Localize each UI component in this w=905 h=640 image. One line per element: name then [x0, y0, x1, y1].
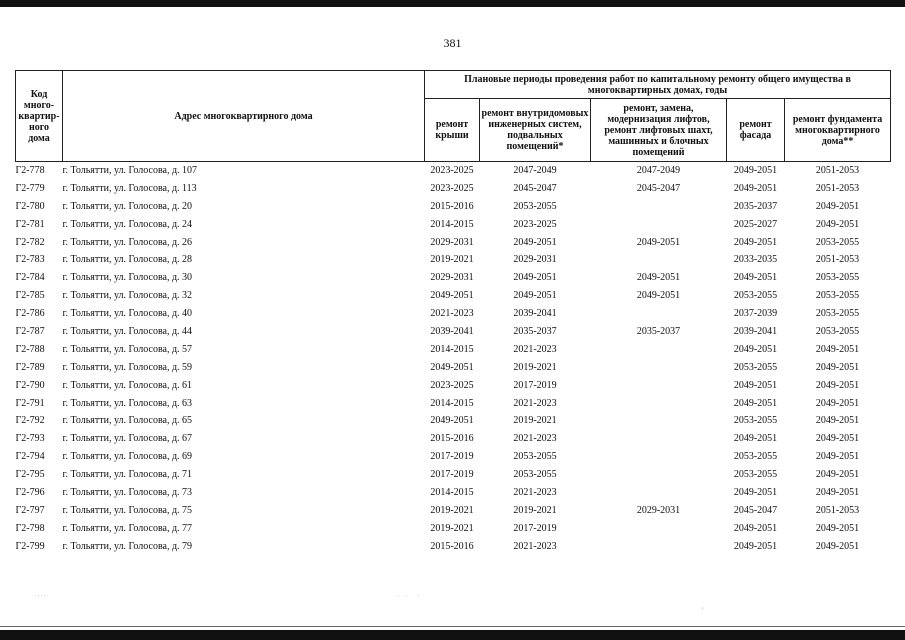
cell-elevators: 2047-2049	[636, 164, 681, 176]
cell-foundation: 2049-2051	[815, 361, 860, 373]
cell-foundation: 2051-2053	[815, 182, 860, 194]
cell-roof: 2049-2051	[430, 361, 474, 373]
cell-foundation: 2049-2051	[815, 469, 860, 481]
cell-systems: 2049-2051	[513, 290, 557, 302]
cell-systems: 2021-2023	[513, 433, 557, 445]
cell-elevators	[591, 377, 727, 395]
cell-elevators: 2049-2051	[636, 272, 681, 284]
cell-code: Г2-794	[15, 451, 45, 463]
cell-systems: 2021-2023	[513, 540, 557, 552]
cell-address: г. Тольятти, ул. Голосова, д. 24	[62, 218, 193, 230]
cell-roof: 2029-2031	[430, 236, 474, 248]
cell-code: Г2-789	[15, 361, 45, 373]
table-body	[16, 162, 891, 556]
table-row	[16, 162, 891, 180]
cell-foundation: 2049-2051	[815, 218, 860, 230]
cell-facade: 2049-2051	[733, 272, 778, 284]
cell-code: Г2-783	[15, 254, 45, 266]
cell-facade: 2049-2051	[733, 397, 778, 409]
cell-code: Г2-791	[15, 397, 45, 409]
header-address: Адрес многоквартирного дома	[63, 71, 425, 162]
cell-code: Г2-793	[15, 433, 45, 445]
cell-address: г. Тольятти, ул. Голосова, д. 59	[62, 361, 193, 373]
cell-facade: 2053-2055	[733, 451, 778, 463]
cell-roof: 2021-2023	[430, 308, 474, 320]
cell-systems: 2047-2049	[513, 164, 557, 176]
cell-address: г. Тольятти, ул. Голосова, д. 71	[62, 469, 193, 481]
cell-elevators	[591, 251, 727, 269]
cell-facade: 2045-2047	[733, 504, 778, 516]
cell-foundation: 2049-2051	[815, 486, 860, 498]
table-row	[16, 466, 891, 484]
cell-facade: 2053-2055	[733, 361, 778, 373]
cell-address: г. Тольятти, ул. Голосова, д. 40	[62, 308, 193, 320]
scan-speck: . . . .	[35, 592, 46, 598]
cell-elevators	[591, 520, 727, 538]
repair-schedule-table	[15, 70, 891, 556]
table-row	[16, 269, 891, 287]
cell-systems: 2053-2055	[513, 451, 557, 463]
table-row	[16, 323, 891, 341]
table-row	[16, 305, 891, 323]
cell-foundation: 2049-2051	[815, 433, 860, 445]
cell-facade: 2049-2051	[733, 379, 778, 391]
cell-code: Г2-799	[15, 540, 45, 552]
cell-address: г. Тольятти, ул. Голосова, д. 20	[62, 200, 193, 212]
table-row	[16, 198, 891, 216]
cell-foundation: 2049-2051	[815, 415, 860, 427]
cell-roof: 2019-2021	[430, 522, 474, 534]
cell-elevators	[591, 448, 727, 466]
cell-elevators	[591, 430, 727, 448]
table-row	[16, 359, 891, 377]
cell-foundation: 2053-2055	[815, 308, 860, 320]
cell-roof: 2017-2019	[430, 451, 474, 463]
cell-address: г. Тольятти, ул. Голосова, д. 28	[62, 254, 193, 266]
cell-systems: 2039-2041	[513, 308, 557, 320]
cell-roof: 2014-2015	[430, 218, 474, 230]
cell-systems: 2029-2031	[513, 254, 557, 266]
cell-roof: 2015-2016	[430, 540, 474, 552]
cell-systems: 2021-2023	[513, 397, 557, 409]
header-foundation: ремонт фундамента многоквартирного дома**	[785, 99, 891, 162]
cell-foundation: 2053-2055	[815, 325, 860, 337]
cell-roof: 2019-2021	[430, 504, 474, 516]
cell-code: Г2-782	[15, 236, 45, 248]
cell-foundation: 2049-2051	[815, 522, 860, 534]
cell-facade: 2049-2051	[733, 522, 778, 534]
table-row	[16, 520, 891, 538]
cell-roof: 2023-2025	[430, 164, 474, 176]
cell-address: г. Тольятти, ул. Голосова, д. 107	[62, 164, 198, 176]
cell-foundation: 2049-2051	[815, 451, 860, 463]
cell-foundation: 2049-2051	[815, 540, 860, 552]
cell-systems: 2019-2021	[513, 504, 557, 516]
cell-foundation: 2049-2051	[815, 200, 860, 212]
cell-address: г. Тольятти, ул. Голосова, д. 65	[62, 415, 193, 427]
cell-facade: 2037-2039	[733, 308, 778, 320]
cell-address: г. Тольятти, ул. Голосова, д. 61	[62, 379, 193, 391]
cell-systems: 2049-2051	[513, 236, 557, 248]
header-code: Код много-квартир-ного дома	[16, 71, 63, 162]
header-roof: ремонт крыши	[425, 99, 480, 162]
cell-code: Г2-780	[15, 200, 45, 212]
scan-top-border	[0, 0, 905, 7]
scan-speck: . . .	[398, 592, 419, 598]
table-row	[16, 484, 891, 502]
cell-code: Г2-796	[15, 486, 45, 498]
cell-elevators	[591, 484, 727, 502]
table-row	[16, 538, 891, 556]
cell-roof: 2039-2041	[430, 325, 474, 337]
cell-address: г. Тольятти, ул. Голосова, д. 63	[62, 397, 193, 409]
cell-foundation: 2051-2053	[815, 164, 860, 176]
cell-roof: 2029-2031	[430, 272, 474, 284]
cell-facade: 2049-2051	[733, 540, 778, 552]
cell-code: Г2-781	[15, 218, 45, 230]
header-periods: Плановые периоды проведения работ по капитальному ремонту общего имущества в многоквартирных домах, годы	[425, 71, 891, 99]
cell-facade: 2033-2035	[733, 254, 778, 266]
cell-facade: 2049-2051	[733, 236, 778, 248]
cell-code: Г2-785	[15, 290, 45, 302]
cell-systems: 2021-2023	[513, 343, 557, 355]
cell-elevators	[591, 341, 727, 359]
cell-address: г. Тольятти, ул. Голосова, д. 75	[62, 504, 193, 516]
cell-foundation: 2053-2055	[815, 290, 860, 302]
cell-roof: 2019-2021	[430, 254, 474, 266]
cell-elevators	[591, 538, 727, 556]
cell-systems: 2023-2025	[513, 218, 557, 230]
cell-roof: 2023-2025	[430, 379, 474, 391]
cell-code: Г2-787	[15, 325, 45, 337]
cell-elevators	[591, 216, 727, 234]
cell-systems: 2021-2023	[513, 486, 557, 498]
cell-foundation: 2049-2051	[815, 379, 860, 391]
cell-address: г. Тольятти, ул. Голосова, д. 113	[62, 182, 197, 194]
header-systems: ремонт внутридомовых инженерных систем, подвальных помещений*	[480, 99, 591, 162]
cell-address: г. Тольятти, ул. Голосова, д. 44	[62, 325, 193, 337]
cell-code: Г2-778	[15, 164, 45, 176]
cell-facade: 2049-2051	[733, 343, 778, 355]
cell-facade: 2025-2027	[733, 218, 778, 230]
cell-code: Г2-798	[15, 522, 45, 534]
cell-systems: 2053-2055	[513, 469, 557, 481]
cell-facade: 2053-2055	[733, 469, 778, 481]
cell-systems: 2017-2019	[513, 522, 557, 534]
cell-roof: 2015-2016	[430, 200, 474, 212]
cell-facade: 2049-2051	[733, 182, 778, 194]
cell-code: Г2-795	[15, 469, 45, 481]
header-row-top	[16, 71, 891, 99]
cell-elevators: 2029-2031	[636, 504, 681, 516]
cell-code: Г2-790	[15, 379, 45, 391]
table-row	[16, 341, 891, 359]
cell-address: г. Тольятти, ул. Голосова, д. 69	[62, 451, 193, 463]
cell-address: г. Тольятти, ул. Голосова, д. 57	[62, 343, 193, 355]
table-row	[16, 430, 891, 448]
cell-address: г. Тольятти, ул. Голосова, д. 73	[62, 486, 193, 498]
cell-code: Г2-779	[15, 182, 45, 194]
cell-roof: 2049-2051	[430, 290, 474, 302]
cell-foundation: 2051-2053	[815, 254, 860, 266]
table-row	[16, 412, 891, 430]
cell-elevators	[591, 198, 727, 216]
cell-foundation: 2053-2055	[815, 272, 860, 284]
header-facade: ремонт фасада	[727, 99, 785, 162]
cell-facade: 2049-2051	[733, 164, 778, 176]
cell-elevators	[591, 395, 727, 413]
cell-systems: 2017-2019	[513, 379, 557, 391]
cell-systems: 2019-2021	[513, 415, 557, 427]
table-row	[16, 395, 891, 413]
scan-speck: ,	[702, 604, 704, 610]
cell-code: Г2-788	[15, 343, 45, 355]
page-number: 381	[443, 36, 462, 50]
cell-elevators	[591, 412, 727, 430]
table-row	[16, 448, 891, 466]
cell-foundation: 2053-2055	[815, 236, 860, 248]
cell-address: г. Тольятти, ул. Голосова, д. 32	[62, 290, 193, 302]
cell-elevators	[591, 305, 727, 323]
cell-systems: 2035-2037	[513, 325, 557, 337]
cell-elevators	[591, 359, 727, 377]
cell-facade: 2049-2051	[733, 433, 778, 445]
cell-systems: 2053-2055	[513, 200, 557, 212]
cell-code: Г2-786	[15, 308, 45, 320]
cell-elevators: 2049-2051	[636, 290, 681, 302]
cell-foundation: 2049-2051	[815, 397, 860, 409]
cell-address: г. Тольятти, ул. Голосова, д. 26	[62, 236, 193, 248]
cell-elevators: 2035-2037	[636, 325, 681, 337]
cell-facade: 2035-2037	[733, 200, 778, 212]
scan-bottom-line	[0, 626, 905, 627]
cell-roof: 2014-2015	[430, 486, 474, 498]
table-row	[16, 251, 891, 269]
cell-elevators: 2045-2047	[636, 182, 681, 194]
cell-facade: 2053-2055	[733, 415, 778, 427]
cell-address: г. Тольятти, ул. Голосова, д. 79	[62, 540, 193, 552]
table-row	[16, 234, 891, 252]
cell-roof: 2015-2016	[430, 433, 474, 445]
cell-code: Г2-792	[15, 415, 45, 427]
cell-roof: 2014-2015	[430, 397, 474, 409]
cell-roof: 2049-2051	[430, 415, 474, 427]
cell-elevators	[591, 466, 727, 484]
cell-code: Г2-797	[15, 504, 45, 516]
cell-address: г. Тольятти, ул. Голосова, д. 67	[62, 433, 193, 445]
cell-address: г. Тольятти, ул. Голосова, д. 77	[62, 522, 193, 534]
cell-facade: 2039-2041	[733, 325, 778, 337]
scan-bottom-border	[0, 630, 905, 640]
header-elevators: ремонт, замена, модернизация лифтов, ремонт лифтовых шахт, машинных и блочных помещений	[591, 99, 727, 162]
cell-systems: 2049-2051	[513, 272, 557, 284]
cell-foundation: 2049-2051	[815, 343, 860, 355]
cell-address: г. Тольятти, ул. Голосова, д. 30	[62, 272, 193, 284]
table-row	[16, 287, 891, 305]
cell-roof: 2014-2015	[430, 343, 474, 355]
cell-roof: 2023-2025	[430, 182, 474, 194]
table-row	[16, 377, 891, 395]
cell-foundation: 2051-2053	[815, 504, 860, 516]
cell-roof: 2017-2019	[430, 469, 474, 481]
cell-systems: 2045-2047	[513, 182, 557, 194]
cell-systems: 2019-2021	[513, 361, 557, 373]
table-row	[16, 502, 891, 520]
cell-elevators: 2049-2051	[636, 236, 681, 248]
cell-facade: 2049-2051	[733, 486, 778, 498]
cell-facade: 2053-2055	[733, 290, 778, 302]
cell-code: Г2-784	[15, 272, 45, 284]
table-row	[16, 216, 891, 234]
table-row	[16, 180, 891, 198]
